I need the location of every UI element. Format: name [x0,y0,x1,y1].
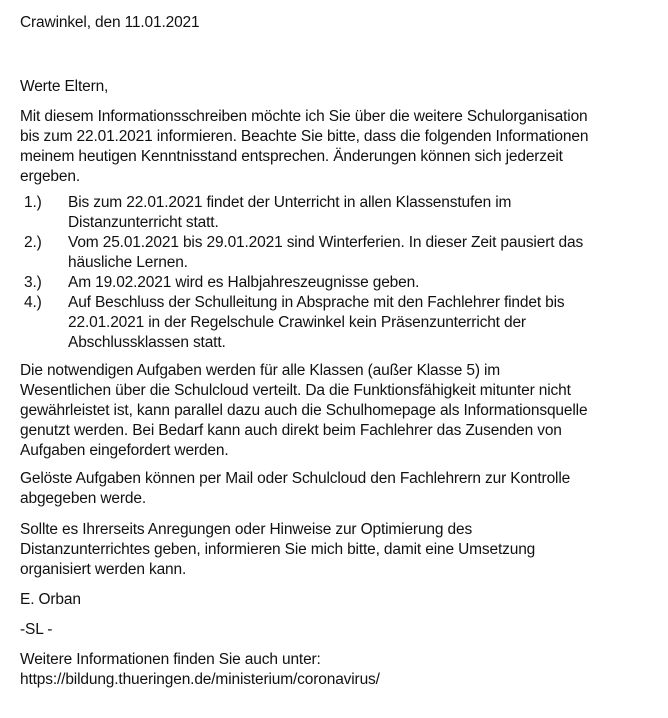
salutation: Werte Eltern, [20,78,109,95]
initials: -SL - [20,621,53,638]
more-info-paragraph [20,650,658,690]
list-item [20,293,658,353]
intro-line: ergeben. [20,168,80,185]
intro-paragraph [20,107,658,187]
solved-tasks-paragraph: Gelöste Aufgaben können per Mail oder Schulcloud den Fachlehrern zur Kontrolle abgegeben werde. [20,470,571,507]
hints-paragraph: Sollte es Ihrerseits Anregungen oder Hinweise zur Optimierung des Distanzunterrichtes geben, informieren Sie mich bitte, damit eine Umsetzung organisiert werden kann. [20,521,536,578]
date-line: Crawinkel, den 11.01.2021 [20,14,200,31]
intro-line: meinem heutigen Kenntnisstand entsprechen. Änderungen können sich jederzeit [20,148,563,165]
list-item [20,193,658,233]
intro-line: bis zum 22.01.2021 informieren. Beachte Sie bitte, dass die folgenden Informationen [20,128,589,145]
signature: E. Orban [20,591,81,608]
info-link: https://bildung.thueringen.de/ministerium/coronavirus/ [20,671,380,688]
list-item [20,233,658,273]
list-number: 3.) [24,274,42,291]
list-number: 2.) [24,234,42,251]
list-number: 1.) [24,194,42,211]
tasks-paragraph: Die notwendigen Aufgaben werden für alle Klassen (außer Klasse 5) im Wesentlichen über die Schulcloud verteilt. Da die Funktionsfähigkeit mitunter nicht gewährleistet ist, kann parallel dazu auch die Schulhomepage als Informationsquelle genutzt werden. Bei Bedarf kann auch direkt beim Fachlehrer das Zusenden von Aufgaben eingefordert werden. [20,362,588,459]
intro-line: Mit diesem Informationsschreiben möchte ich Sie über die weitere Schulorganisation [20,108,588,125]
list-number: 4.) [24,294,42,311]
list-text: Am 19.02.2021 wird es Halbjahreszeugnisse geben. [68,274,420,291]
more-info-text: Weitere Informationen finden Sie auch unter: [20,651,321,668]
list-text: Auf Beschluss der Schulleitung in Absprache mit den Fachlehrer findet bis 22.01.2021 in der Regelschule Crawinkel kein Präsenzunterricht der Abschlussklassen statt. [68,294,565,351]
info-list [20,193,658,353]
list-item [20,273,658,293]
list-text: Vom 25.01.2021 bis 29.01.2021 sind Winterferien. In dieser Zeit pausiert das häusliche Lernen. [68,234,584,271]
list-text: Bis zum 22.01.2021 findet der Unterricht in allen Klassenstufen im Distanzunterricht statt. [68,194,512,231]
